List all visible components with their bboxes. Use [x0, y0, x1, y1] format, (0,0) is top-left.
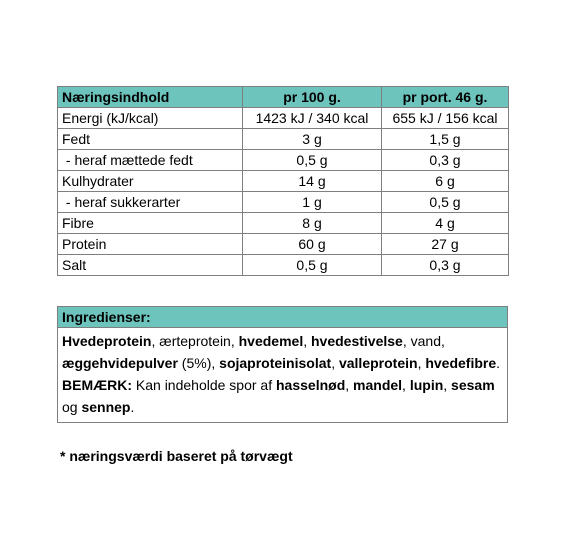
ingredient-text: .: [496, 355, 501, 371]
allergen-note: [62, 377, 499, 415]
nutrient-name: Kulhydrater: [58, 171, 243, 192]
note-allergen: sesam: [451, 377, 495, 393]
nutrient-name: - heraf mættede fedt: [58, 150, 243, 171]
table-row: [58, 129, 509, 150]
note-text: ,: [402, 377, 410, 393]
value-per-portion: 27 g: [382, 234, 509, 255]
ingredients-title: Ingredienser:: [58, 307, 507, 328]
nutrient-name: Fibre: [58, 213, 243, 234]
ingredient-text: ,: [303, 333, 311, 349]
table-row: [58, 255, 509, 276]
value-per-100g: 14 g: [243, 171, 382, 192]
value-per-portion: 6 g: [382, 171, 509, 192]
ingredient-allergen: æggehvidepulver: [62, 355, 178, 371]
ingredients-text: [58, 328, 507, 422]
value-per-portion: 0,3 g: [382, 255, 509, 276]
note-allergen: mandel: [353, 377, 403, 393]
nutrient-name: Fedt: [58, 129, 243, 150]
value-per-100g: 8 g: [243, 213, 382, 234]
note-allergen: sennep: [81, 399, 131, 415]
value-per-portion: 1,5 g: [382, 129, 509, 150]
nutrition-table: [57, 86, 509, 276]
note-label: BEMÆRK:: [62, 377, 132, 393]
ingredient-allergen: Hvedeprotein: [62, 333, 152, 349]
nutrient-name: Energi (kJ/kcal): [58, 108, 243, 129]
table-row: [58, 213, 509, 234]
table-row: [58, 108, 509, 129]
ingredient-text: , ærteprotein,: [151, 333, 239, 349]
table-row: [58, 192, 509, 213]
footnote: * næringsværdi baseret på tørvægt: [60, 448, 293, 464]
ingredients-list: [62, 333, 500, 371]
value-per-100g: 1 g: [243, 192, 382, 213]
note-text: og: [62, 377, 499, 415]
value-per-portion: 0,5 g: [382, 192, 509, 213]
value-per-100g: 1423 kJ / 340 kcal: [243, 108, 382, 129]
nutrition-header-row: [58, 87, 509, 108]
ingredient-text: (5%),: [177, 355, 220, 371]
table-row: [58, 171, 509, 192]
table-row: [58, 234, 509, 255]
ingredient-allergen: valleprotein: [338, 355, 418, 371]
ingredient-text: ,: [331, 355, 339, 371]
note-text: ,: [443, 377, 452, 393]
nutrient-name: - heraf sukkerarter: [58, 192, 243, 213]
note-allergen: hasselnød: [276, 377, 346, 393]
value-per-portion: 4 g: [382, 213, 509, 234]
value-per-portion: 655 kJ / 156 kcal: [382, 108, 509, 129]
nutrient-name: Protein: [58, 234, 243, 255]
value-per-100g: 0,5 g: [243, 150, 382, 171]
header-nutrient: Næringsindhold: [58, 87, 243, 108]
ingredient-allergen: hvedemel: [238, 333, 304, 349]
value-per-portion: 0,3 g: [382, 150, 509, 171]
ingredients-box: [57, 306, 508, 423]
header-per-100g: pr 100 g.: [243, 87, 382, 108]
ingredient-text: , vand,: [402, 333, 445, 349]
note-text: ,: [345, 377, 354, 393]
table-row: [58, 150, 509, 171]
value-per-100g: 3 g: [243, 129, 382, 150]
nutrient-name: Salt: [58, 255, 243, 276]
note-text: Kan indeholde spor af: [132, 377, 276, 393]
note-text: .: [130, 399, 135, 415]
value-per-100g: 60 g: [243, 234, 382, 255]
note-allergen: lupin: [409, 377, 444, 393]
ingredient-allergen: hvedestivelse: [311, 333, 403, 349]
ingredient-text: ,: [417, 355, 426, 371]
ingredient-allergen: sojaproteinisolat: [219, 355, 332, 371]
value-per-100g: 0,5 g: [243, 255, 382, 276]
ingredient-allergen: hvedefibre: [425, 355, 497, 371]
header-per-portion: pr port. 46 g.: [382, 87, 509, 108]
